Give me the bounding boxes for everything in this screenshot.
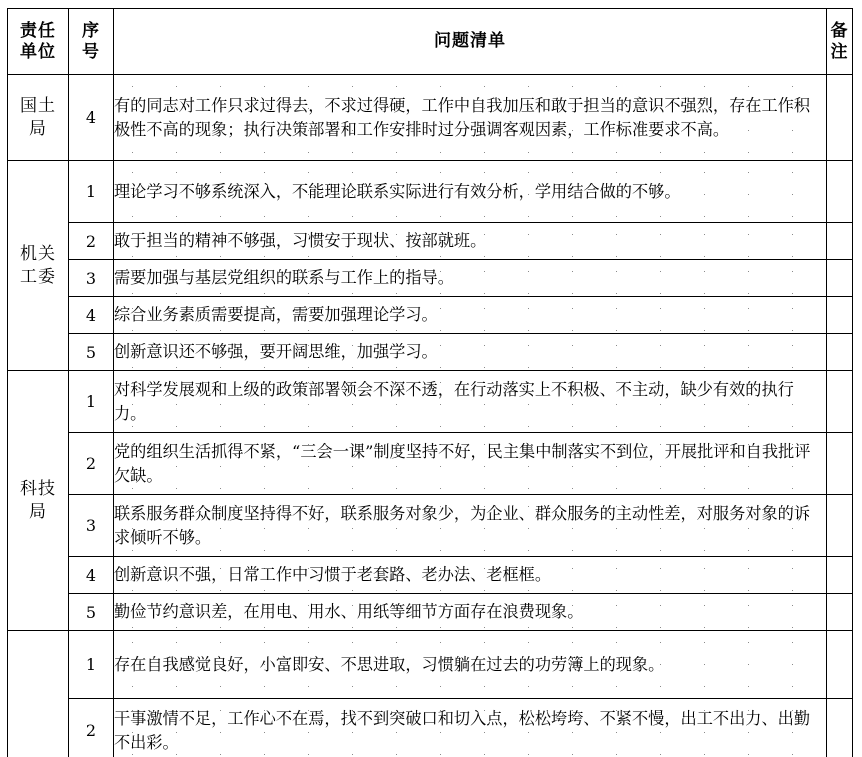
issue-text xyxy=(114,297,827,334)
issue-text xyxy=(114,699,827,757)
issue-text-content: 理论学习不够系统深入，不能理论联系实际进行有效分析，学用结合做的不够。 xyxy=(114,181,681,201)
header-issue-list xyxy=(114,9,827,75)
issue-text-content: 党的组织生活抓得不紧，“三会一课”制度坚持不好，民主集中制落实不到位，开展批评和自我批评欠缺。 xyxy=(114,441,811,485)
header-note-line1: 备 xyxy=(830,20,849,41)
table-row xyxy=(8,334,853,371)
header-seq-line1: 序 xyxy=(82,20,100,41)
row-seq: 5 xyxy=(69,594,114,631)
row-seq: 4 xyxy=(69,557,114,594)
remarks-cell xyxy=(827,594,853,631)
unit-cell-working-committee xyxy=(8,161,69,371)
header-note-line2: 注 xyxy=(830,41,849,62)
row-seq: 1 xyxy=(69,371,114,433)
table-row xyxy=(8,433,853,495)
remarks-cell xyxy=(827,495,853,557)
header-seq-line2: 号 xyxy=(82,41,100,62)
table-header-row xyxy=(8,9,853,75)
row-seq: 2 xyxy=(69,223,114,260)
header-unit-line1: 责任 xyxy=(20,20,56,41)
unit-name-line1: 国土 xyxy=(20,95,56,116)
remarks-cell xyxy=(827,631,853,699)
issue-text xyxy=(114,161,827,223)
issue-text-content: 对科学发展观和上级的政策部署领会不深不透，在行动落实上不积极、不主动，缺少有效的执行力。 xyxy=(114,379,794,423)
issue-text-content: 需要加强与基层党组织的联系与工作上的指导。 xyxy=(114,268,454,287)
issue-text xyxy=(114,557,827,594)
issue-text-content: 勤俭节约意识差，在用电、用水、用纸等细节方面存在浪费现象。 xyxy=(114,602,584,621)
unit-name-line2: 局 xyxy=(29,118,47,139)
table-row xyxy=(8,260,853,297)
row-seq: 1 xyxy=(69,161,114,223)
table-row xyxy=(8,557,853,594)
table-row xyxy=(8,161,853,223)
row-seq: 2 xyxy=(69,433,114,495)
table-row xyxy=(8,297,853,334)
remarks-cell xyxy=(827,297,853,334)
issue-text xyxy=(114,75,827,161)
issue-text-content: 综合业务素质需要提高，需要加强理论学习。 xyxy=(114,305,438,324)
unit-name-line1: 机关 xyxy=(20,243,56,264)
remarks-cell xyxy=(827,161,853,223)
table-row xyxy=(8,75,853,161)
issue-text xyxy=(114,260,827,297)
issue-list-table xyxy=(7,8,853,757)
table-row xyxy=(8,631,853,699)
unit-cell-unlabeled xyxy=(8,631,69,757)
issue-text-content: 有的同志对工作只求过得去，不求过得硬，工作中自我加压和敢于担当的意识不强烈，存在工作积极性不高的现象；执行决策部署和工作安排时过分强调客观因素，工作标准要求不高。 xyxy=(114,95,811,139)
issue-text-content: 创新意识还不够强，要开阔思维，加强学习。 xyxy=(114,342,438,361)
issue-text xyxy=(114,334,827,371)
row-seq: 4 xyxy=(69,75,114,161)
row-seq: 2 xyxy=(69,699,114,757)
issue-text xyxy=(114,433,827,495)
unit-name-line1: 科技 xyxy=(20,478,56,499)
table-row xyxy=(8,223,853,260)
table-row xyxy=(8,495,853,557)
row-seq: 3 xyxy=(69,495,114,557)
header-remarks xyxy=(827,9,853,75)
remarks-cell xyxy=(827,223,853,260)
issue-text xyxy=(114,631,827,699)
row-seq: 1 xyxy=(69,631,114,699)
header-unit-line2: 单位 xyxy=(20,41,56,62)
issue-text xyxy=(114,223,827,260)
issue-text-content: 联系服务群众制度坚持得不好，联系服务对象少，为企业、群众服务的主动性差，对服务对象的诉求倾听不够。 xyxy=(114,503,811,547)
issue-text xyxy=(114,495,827,557)
issue-text-content: 创新意识不强，日常工作中习惯于老套路、老办法、老框框。 xyxy=(114,565,552,584)
remarks-cell xyxy=(827,699,853,757)
issue-text-content: 干事激情不足，工作心不在焉，找不到突破口和切入点，松松垮垮、不紧不慢，出工不出力、出勤不出彩。 xyxy=(114,708,811,752)
remarks-cell xyxy=(827,260,853,297)
issue-text-content: 存在自我感觉良好，小富即安、不思进取，习惯躺在过去的功劳簿上的现象。 xyxy=(114,654,665,674)
remarks-cell xyxy=(827,75,853,161)
table-row xyxy=(8,594,853,631)
issue-text-content: 敢于担当的精神不够强，习惯安于现状、按部就班。 xyxy=(114,231,487,250)
issue-text xyxy=(114,371,827,433)
remarks-cell xyxy=(827,334,853,371)
table-row xyxy=(8,371,853,433)
unit-name-line2: 局 xyxy=(29,501,47,522)
unit-cell-land-bureau xyxy=(8,75,69,161)
table-row xyxy=(8,699,853,757)
row-seq: 3 xyxy=(69,260,114,297)
unit-cell-science-bureau xyxy=(8,371,69,631)
row-seq: 5 xyxy=(69,334,114,371)
remarks-cell xyxy=(827,433,853,495)
header-responsible-unit xyxy=(8,9,69,75)
issue-text xyxy=(114,594,827,631)
header-issue-title: 问题清单 xyxy=(434,31,506,51)
unit-name-line2: 工委 xyxy=(20,266,56,287)
row-seq: 4 xyxy=(69,297,114,334)
remarks-cell xyxy=(827,371,853,433)
remarks-cell xyxy=(827,557,853,594)
header-sequence xyxy=(69,9,114,75)
